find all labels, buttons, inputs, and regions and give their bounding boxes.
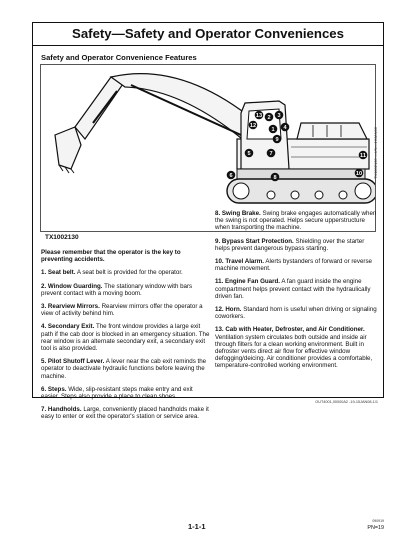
feature-text: Alerts bystanders of forward or reverse machine movement. xyxy=(215,258,372,273)
feature-number: 1. xyxy=(41,269,47,277)
feature-text: Large, conveniently placed handholds make it easy to enter or exit the operator's station or service area. xyxy=(41,406,209,421)
feature-item xyxy=(215,258,377,272)
feature-name: Cab with Heater, Defroster, and Air Conditioner. xyxy=(225,326,365,334)
callout-8 xyxy=(271,173,280,182)
callout-13 xyxy=(255,111,264,120)
feature-item xyxy=(41,386,211,400)
feature-text: The front window provides a large exit path if the cab door is blocked in an emergency situation. The rear window is an alternate secondary exit, a secondary exit tool is also provided. xyxy=(41,323,210,353)
feature-text: Shielding over the starter helps prevent dangerous bypass starting. xyxy=(215,237,365,252)
feature-text: A seat belt is provided for the operator. xyxy=(76,269,183,277)
feature-text: Rearview mirrors offer the operator a view of activity behind him. xyxy=(41,303,203,318)
feature-number: 3. xyxy=(41,303,47,311)
callout-5 xyxy=(245,149,254,158)
feature-number: 9. xyxy=(215,237,221,245)
callout-8-label: 8 xyxy=(273,175,277,182)
callout-2 xyxy=(265,113,274,122)
feature-number: 12. xyxy=(215,306,224,314)
callout-1 xyxy=(269,125,278,134)
feature-name: Steps. xyxy=(47,385,67,393)
excavator-figure xyxy=(40,64,376,232)
callout-3-label: 3 xyxy=(277,113,281,120)
feature-text: A lever near the cab exit reminds the operator to deactivate hydraulic functions before leaving the machine. xyxy=(41,358,207,380)
callout-7 xyxy=(267,149,276,158)
feature-name: Secondary Exit. xyxy=(47,323,95,331)
callout-11 xyxy=(359,151,368,160)
feature-number: 13. xyxy=(215,326,224,334)
callout-9-label: 9 xyxy=(275,137,279,144)
feature-name: Travel Alarm. xyxy=(225,258,264,266)
features-left-column xyxy=(41,249,211,427)
feature-name: Window Guarding. xyxy=(47,282,103,290)
feature-item xyxy=(41,323,211,352)
callout-11-label: 11 xyxy=(360,153,366,160)
feature-item xyxy=(41,269,211,276)
feature-name: Handholds. xyxy=(47,406,82,414)
page-title: Safety—Safety and Operator Conveniences xyxy=(32,22,384,46)
feature-number: 2. xyxy=(41,282,47,290)
feature-item xyxy=(215,278,377,300)
feature-text: A fan guard inside the engine compartment helps prevent contact with the hydraulically driven fan. xyxy=(215,278,371,300)
figure-label: TX1002130 xyxy=(45,234,79,241)
callout-9 xyxy=(273,135,282,144)
callout-6 xyxy=(227,171,236,180)
figure-side-code: TX1002130 —UN—16JAN06 xyxy=(373,127,378,180)
feature-name: Pilot Shutoff Lever. xyxy=(47,358,105,366)
intro-text: Please remember that the operator is the key to preventing accidents. xyxy=(41,249,181,264)
feature-text: Standard horn is useful when driving or signaling coworkers. xyxy=(215,306,377,321)
feature-text: Ventilation system circulates both outside and inside air through filters for a clean working environment. Built in defroster vents direct air flow for effective window defogging/deicing. Air conditioner provides a comfortable, temperature-controlled working environment. xyxy=(215,333,373,370)
callout-5-label: 5 xyxy=(247,151,251,158)
feature-number: 6. xyxy=(41,385,47,393)
feature-text: Wide, slip-resistant steps make entry and exit easier. Steps also provide a place to clean shoes. xyxy=(41,385,193,401)
feature-number: 8. xyxy=(215,210,221,217)
feature-number: 11. xyxy=(215,278,224,286)
callout-12 xyxy=(249,121,258,130)
callout-10-label: 10 xyxy=(355,171,363,178)
feature-item xyxy=(215,306,377,320)
feature-item xyxy=(215,238,377,252)
feature-item xyxy=(41,358,211,380)
callout-12-label: 12 xyxy=(249,123,257,130)
excavator-drawing xyxy=(41,65,375,231)
callout-1-label: 1 xyxy=(271,127,275,134)
callout-13-label: 13 xyxy=(255,113,263,120)
page-number: 1-1-1 xyxy=(188,522,206,531)
document-code: OUT4001,00000A2 -19-15JAN08-1/1 xyxy=(315,400,378,404)
callout-6-label: 6 xyxy=(229,173,233,180)
features-right-column xyxy=(215,210,377,376)
feature-number: 10. xyxy=(215,258,224,266)
feature-number: 7. xyxy=(41,406,47,414)
feature-item xyxy=(41,406,211,420)
callout-10 xyxy=(355,169,364,178)
callout-2-label: 2 xyxy=(267,115,271,122)
callout-3 xyxy=(275,111,284,120)
callout-4 xyxy=(281,123,290,132)
feature-name: Rearview Mirrors. xyxy=(47,303,100,311)
pn-code: PN=19 xyxy=(367,525,384,531)
feature-text: Swing brake engages automatically when the swing is not operated. Helps secure upperstructure when transporting the machine. xyxy=(215,210,377,232)
section-heading: Safety and Operator Convenience Features xyxy=(41,53,197,62)
feature-text: The stationary window with bars prevent contact with a moving boom. xyxy=(41,282,193,297)
feature-item xyxy=(215,210,377,232)
print-date-code: 090919 xyxy=(372,519,384,523)
callout-4-label: 4 xyxy=(283,125,287,132)
feature-name: Horn. xyxy=(225,306,242,314)
feature-item xyxy=(41,283,211,297)
callout-7-label: 7 xyxy=(269,151,273,158)
feature-name: Seat belt. xyxy=(47,269,76,277)
feature-name: Engine Fan Guard. xyxy=(225,278,281,286)
feature-name: Swing Brake. xyxy=(221,210,261,217)
feature-item xyxy=(41,303,211,317)
feature-item xyxy=(215,326,377,369)
feature-name: Bypass Start Protection. xyxy=(221,237,294,245)
feature-number: 4. xyxy=(41,323,47,331)
feature-number: 5. xyxy=(41,358,47,366)
